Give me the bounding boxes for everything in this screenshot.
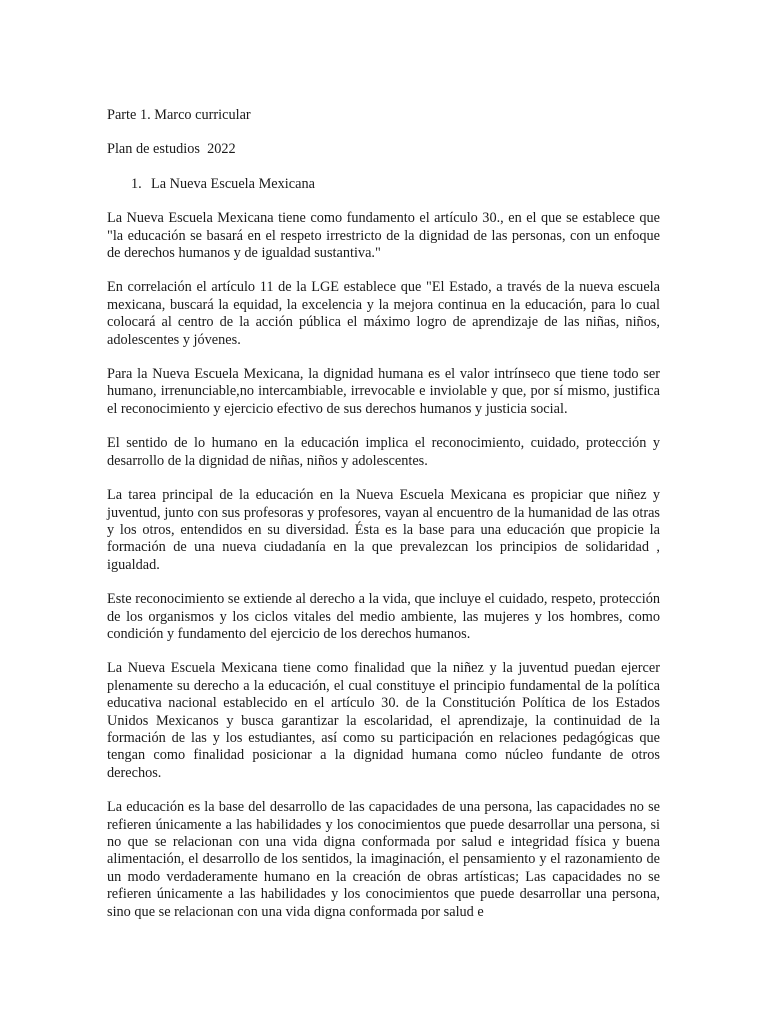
paragraph-2: En correlación el artículo 11 de la LGE establece que "El Estado, a través de la nueva escuela mexicana, buscará la equidad, la excelencia y la mejora continua en la educación, para lo cual colocará al centro de la acción pública el máximo logro de aprendizaje de las niñas, niños, adolescentes y jóvenes. <box>107 279 660 348</box>
paragraph-3: Para la Nueva Escuela Mexicana, la dignidad humana es el valor intrínseco que tiene todo ser humano, irrenunciable,no intercambiable, irrevocable e inviolable y que, por sí mismo, justifica el reconocimiento y ejercicio efectivo de sus derechos humanos y justicia social. <box>107 366 660 417</box>
part-title: Parte 1. Marco curricular <box>107 107 251 123</box>
paragraph-1: La Nueva Escuela Mexicana tiene como fundamento el artículo 30., en el que se establece que "la educación se basará en el respeto irrestricto de la dignidad de las personas, con un enfoque de derechos humanos y de igualdad sustantiva." <box>107 210 660 262</box>
paragraph-6: Este reconocimiento se extiende al derecho a la vida, que incluye el cuidado, respeto, protección de los organismos y los ciclos vitales del medio ambiente, las mujeres y los hombres, como condición y fundamento del ejercicio de los derechos humanos. <box>107 591 660 642</box>
plan-title: Plan de estudios 2022 <box>107 141 236 158</box>
paragraph-7: La Nueva Escuela Mexicana tiene como finalidad que la niñez y la juventud puedan ejercer plenamente su derecho a la educación, el cual constituye el principio fundamental de la política educativa nacional establecido en el artículo 30. de la Constitución Política de los Estados Unidos Mexicanos y busca garantizar la escolaridad, el aprendizaje, la continuidad de la formación de las y los estudiantes, así como su participación en relaciones pedagógicas que tengan como finalidad posicionar a la dignidad humana como núcleo fundante de otros derechos. <box>107 660 660 781</box>
paragraph-8: La educación es la base del desarrollo de las capacidades de una persona, las capacidades no se refieren únicamente a las habilidades y los conocimientos que puede desarrollar una persona, si no que se relacionan con una vida digna conformada por salud e integridad física y buena alimentación, el desarrollo de los sentidos, la imaginación, el pensamiento y el razonamiento de un modo verdaderamente humano en la creación de obras artísticas; Las capacidades no se refieren únicamente a las habilidades y los conocimientos que puede desarrollar una persona, sino que se relacionan con una vida digna conformada por salud e <box>107 799 660 920</box>
section-title: La Nueva Escuela Mexicana <box>151 175 315 192</box>
document-page <box>107 107 660 938</box>
paragraph-5: La tarea principal de la educación en la Nueva Escuela Mexicana es propiciar que niñez y juventud, junto con sus profesoras y profesores, vayan al encuentro de la humanidad de las otras y los otros, entendidos en su diversidad. Ésta es la base para una educación que propicie la formación de una nueva ciudadanía en la que prevalezcan los principios de solidaridad , igualdad. <box>107 487 660 573</box>
section-number: 1. <box>131 175 142 192</box>
section-heading <box>107 176 660 193</box>
paragraph-4: El sentido de lo humano en la educación implica el reconocimiento, cuidado, protección y desarrollo de la dignidad de niñas, niños y adolescentes. <box>107 435 660 469</box>
